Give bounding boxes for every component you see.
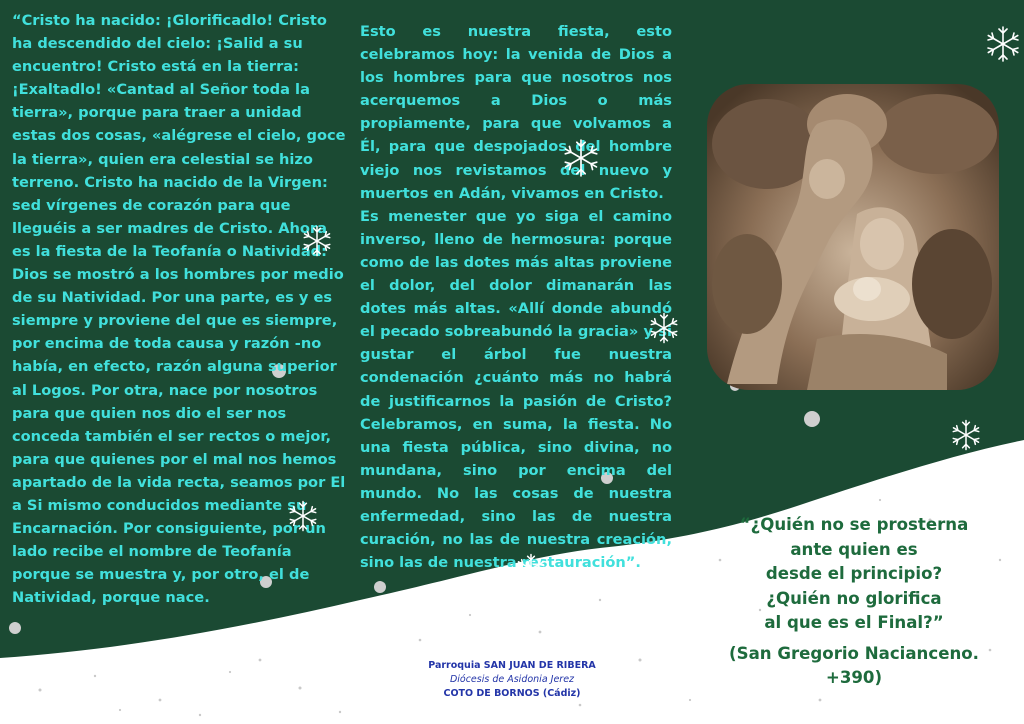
middle-text-column [360, 20, 672, 574]
parish-name: Parroquia SAN JUAN DE RIBERA [428, 660, 596, 671]
parish-location: COTO DE BORNOS (Cádiz) [443, 688, 581, 699]
middle-paragraph-2: Es menester que yo siga el camino inverso, lleno de hermosura: porque como de las dotes más altas proviene el dolor, del dolor dimanarán las dotes más altas. «Allí donde abundó el pecado sobreabundó la gracia» y si gustar el árbol fue nuestra condenación ¿cuánto más no habrá de justificarnos la pasión de Cristo? Celebramos, en suma, la fiesta. No una fiesta pública, sino divina, no mundana, sino por encima del mundo. No las cosas de nuestra enfermedad, sino las de nuestra curación, no las de nuestra creación, sino las de nuestra restauración”. [360, 207, 672, 572]
quote-line-5: al que es el Final?” [764, 613, 944, 632]
diocese-name: Diócesis de Asidonia Jerez [449, 674, 575, 685]
snowflake-icon [514, 552, 548, 586]
quote-line-1: “¿Quién no se prosterna [739, 515, 969, 534]
snowflake-icon [983, 22, 1023, 66]
middle-paragraph-1: Esto es nuestra fiesta, esto celebramos hoy: la venida de Dios a los hombres para que nosotros nos acerquemos a Dios o más propiamente, para que volvamos a Él, para que despojados del hombre viejo nos revistamos del nuevo y muertos en Adán, vivamos en Cristo. [360, 23, 672, 202]
snowflake-icon [286, 499, 320, 533]
quote-line-3: desde el principio? [765, 564, 943, 583]
snowflake-icon [300, 224, 334, 258]
quote-line-4: ¿Quién no glorifica [766, 588, 942, 608]
snowflake-icon [560, 137, 602, 179]
snowflake-icon [949, 418, 983, 452]
quote-line-2: ante quien es [790, 539, 918, 559]
nativity-photo [707, 84, 999, 390]
snowflake-icon [647, 311, 681, 345]
quote-author: (San Gregorio Nacianceno. +390) [729, 643, 979, 687]
parish-info [412, 659, 612, 701]
left-paragraph: “Cristo ha nacido: ¡Glorificadlo! Cristo ha descendido del cielo: ¡Salid a su encuentro! Cristo está en la tierra: ¡Exaltadlo! «Cantad al Señor toda la tierra», porque para traer a unidad estas dos cosas, «alégrese el cielo, goce la tierra», quien era celestial se hizo terreno. Cristo ha nacido de la Virgen: sed vírgenes de corazón para que lleguéis a ser madres de Cristo. Ahora es la fiesta de la Teofanía o Natividad: Dios se mostró a los hombres por medio de su Natividad. Por una parte, es y es siempre y proviene del que es siempre, por encima de toda causa y razón -no había, en efecto, razón alguna superior al Logos. Por otra, nace por nosotros para que quien nos dio el ser nos conceda también el ser rectos o mejor, para que quienes por el mal nos hemos apartado de la vida recta, seamos por El a Si mismo conducidos mediante su Encarnación. Por consiguiente, por un lado recibe el nombre de Teofanía porque se muestra y, por otro, el de Natividad, porque nace. [12, 12, 346, 607]
quote-block [708, 513, 1000, 691]
